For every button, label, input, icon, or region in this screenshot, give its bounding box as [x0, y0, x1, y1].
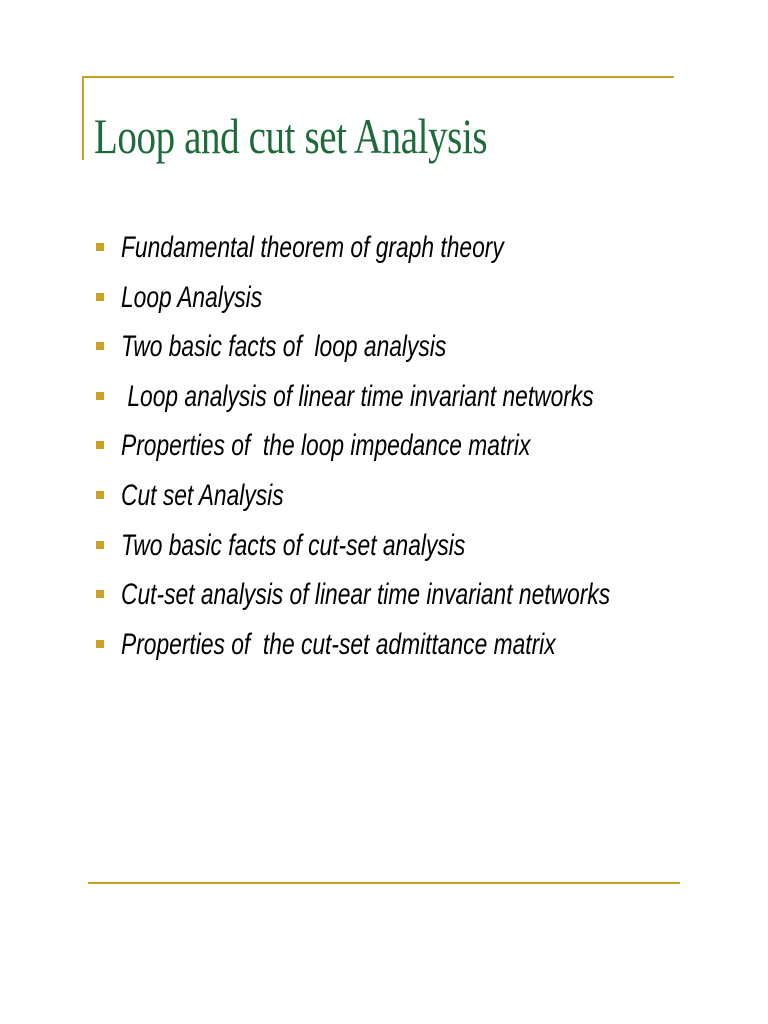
square-bullet-icon — [96, 342, 104, 350]
left-divider — [82, 76, 84, 160]
square-bullet-icon — [96, 441, 104, 449]
bullet-text: Cut set Analysis — [121, 478, 284, 512]
square-bullet-icon — [96, 392, 104, 400]
bullet-text: Fundamental theorem of graph theory — [121, 231, 504, 264]
bottom-divider — [88, 882, 680, 884]
bullet-text: Cut-set analysis of linear time invariant networks — [121, 578, 611, 612]
bullet-text: Loop Analysis — [121, 280, 263, 314]
square-bullet-icon — [96, 640, 104, 648]
square-bullet-icon — [96, 491, 104, 499]
square-bullet-icon — [96, 590, 104, 598]
bullet-text: Loop analysis of linear time invariant networks — [121, 379, 594, 413]
square-bullet-icon — [96, 293, 104, 301]
bullet-text: Two basic facts of cut-set analysis — [121, 528, 466, 562]
bullet-text: Two basic facts of loop analysis — [121, 330, 447, 364]
bullet-text: Properties of the loop impedance matrix — [121, 429, 531, 463]
square-bullet-icon — [96, 243, 104, 251]
bullet-text: Properties of the cut-set admittance matrix — [121, 627, 556, 661]
top-divider — [82, 76, 674, 78]
slide-title: Loop and cut set Analysis — [94, 108, 488, 164]
square-bullet-icon — [96, 541, 104, 549]
